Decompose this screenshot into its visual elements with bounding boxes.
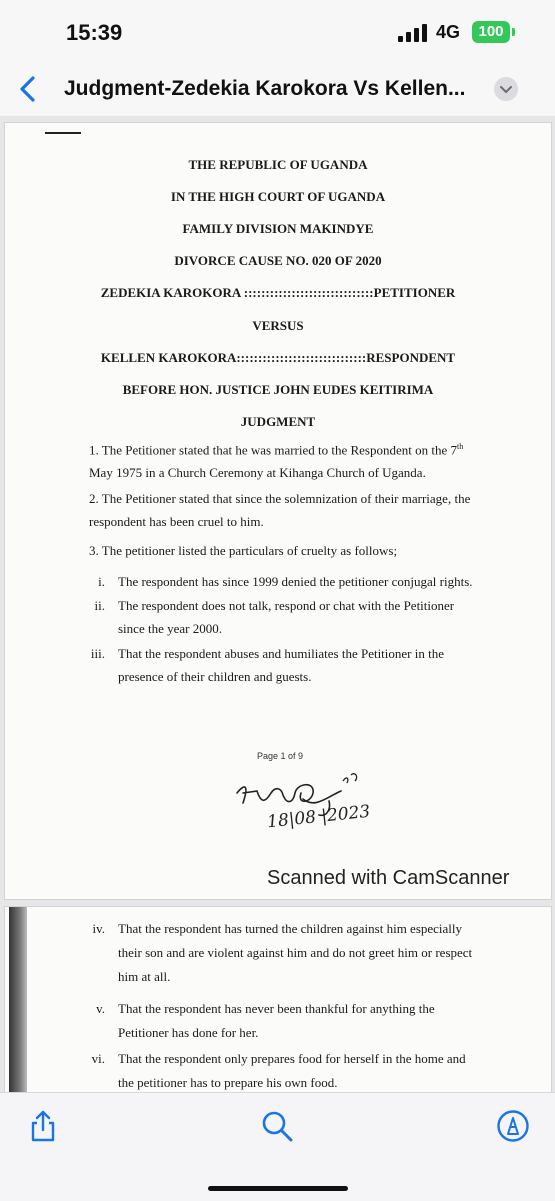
paragraph-2-line-1: 2. The Petitioner stated that since the solemnization of their marriage, the bbox=[89, 491, 471, 506]
heading-division: FAMILY DIVISION MAKINDYE bbox=[182, 221, 374, 236]
list-item-number: v. bbox=[96, 1001, 105, 1016]
cellular-signal-icon bbox=[398, 24, 428, 42]
list-item bbox=[118, 570, 473, 593]
document-page-1 bbox=[4, 122, 552, 900]
paragraph-1-line-2: May 1975 in a Church Ceremony at Kihanga Church of Uganda. bbox=[89, 465, 426, 481]
status-bar bbox=[0, 0, 555, 64]
list-item-line: That the respondent has turned the children against him especially bbox=[118, 921, 463, 936]
list-item-line: presence of their children and guests. bbox=[118, 669, 312, 684]
home-indicator bbox=[208, 1186, 348, 1191]
scan-edge-shadow bbox=[9, 907, 27, 1092]
document-title[interactable]: Judgment-Zedekia Karokora Vs Kellen... bbox=[64, 77, 466, 100]
list-item-line: the petitioner has to prepare his own food. bbox=[118, 1075, 338, 1090]
list-item-line: The respondent does not talk, respond or chat with the Petitioner bbox=[118, 598, 455, 613]
back-chevron-icon[interactable] bbox=[14, 74, 44, 104]
respondent-line: KELLEN KAROKORA::::::::::::::::::::::::::::::RESPONDENT bbox=[100, 350, 456, 365]
paragraph-1-line-1: 1. The Petitioner stated that he was married to the Respondent on the 7 bbox=[89, 442, 458, 458]
list-item bbox=[118, 997, 435, 1045]
paragraph-2-line-2: respondent has been cruel to him. bbox=[89, 514, 264, 529]
list-item-number: iv. bbox=[92, 921, 105, 936]
heading-republic: THE REPUBLIC OF UGANDA bbox=[188, 157, 368, 172]
list-item bbox=[118, 594, 454, 640]
bottom-toolbar bbox=[0, 1092, 555, 1201]
before-justice: BEFORE HON. JUSTICE JOHN EUDES KEITIRIMA bbox=[122, 382, 434, 397]
list-item-line: him at all. bbox=[118, 969, 171, 984]
list-item-number: vi. bbox=[91, 1051, 105, 1066]
judgment-heading: JUDGMENT bbox=[240, 414, 316, 429]
heading-cause-number: DIVORCE CAUSE NO. 020 OF 2020 bbox=[174, 253, 382, 268]
search-icon[interactable] bbox=[260, 1109, 294, 1143]
list-item-line: The respondent has since 1999 denied the petitioner conjugal rights. bbox=[118, 574, 473, 589]
paragraph-3: 3. The petitioner listed the particulars of cruelty as follows; bbox=[89, 543, 398, 558]
battery-indicator: 100 bbox=[472, 21, 510, 43]
list-item-line: their son and are violent against him and do not greet him or respect bbox=[118, 945, 473, 960]
list-item-number: iii. bbox=[90, 646, 105, 661]
list-item-line: That the respondent has never been thankful for anything the bbox=[118, 1001, 435, 1016]
camscanner-watermark: Scanned with CamScanner bbox=[267, 867, 510, 889]
chevron-down-icon[interactable] bbox=[494, 77, 518, 101]
scan-mark bbox=[45, 132, 81, 134]
document-page-2 bbox=[4, 906, 552, 1092]
paragraph-2 bbox=[89, 487, 470, 533]
navigation-bar bbox=[0, 64, 555, 116]
list-item-line: since the year 2000. bbox=[118, 621, 222, 636]
petitioner-line: ZEDEKIA KAROKORA ::::::::::::::::::::::::::::::PETITIONER bbox=[100, 285, 456, 300]
list-item-number: ii. bbox=[94, 598, 105, 613]
markup-icon[interactable] bbox=[496, 1109, 530, 1143]
battery-tip bbox=[512, 28, 515, 36]
share-icon[interactable] bbox=[26, 1109, 60, 1143]
list-item-number: i. bbox=[98, 574, 105, 589]
paragraph-1 bbox=[89, 435, 463, 484]
versus-label: VERSUS bbox=[252, 318, 304, 333]
ordinal-suffix: th bbox=[457, 442, 464, 451]
status-time: 15:39 bbox=[66, 20, 123, 45]
page-number: Page 1 of 9 bbox=[257, 751, 304, 761]
network-type: 4G bbox=[436, 22, 461, 42]
list-item-line: Petitioner has done for her. bbox=[118, 1025, 259, 1040]
document-viewer[interactable] bbox=[0, 116, 555, 1092]
heading-court: IN THE HIGH COURT OF UGANDA bbox=[170, 189, 386, 204]
list-item bbox=[118, 1047, 466, 1092]
list-item-line: That the respondent only prepares food for herself in the home and bbox=[118, 1051, 466, 1066]
list-item bbox=[118, 917, 472, 989]
signature-date: 18|08 |2023 bbox=[266, 801, 372, 833]
list-item-line: That the respondent abuses and humiliates the Petitioner in the bbox=[118, 646, 445, 661]
list-item bbox=[118, 642, 444, 688]
